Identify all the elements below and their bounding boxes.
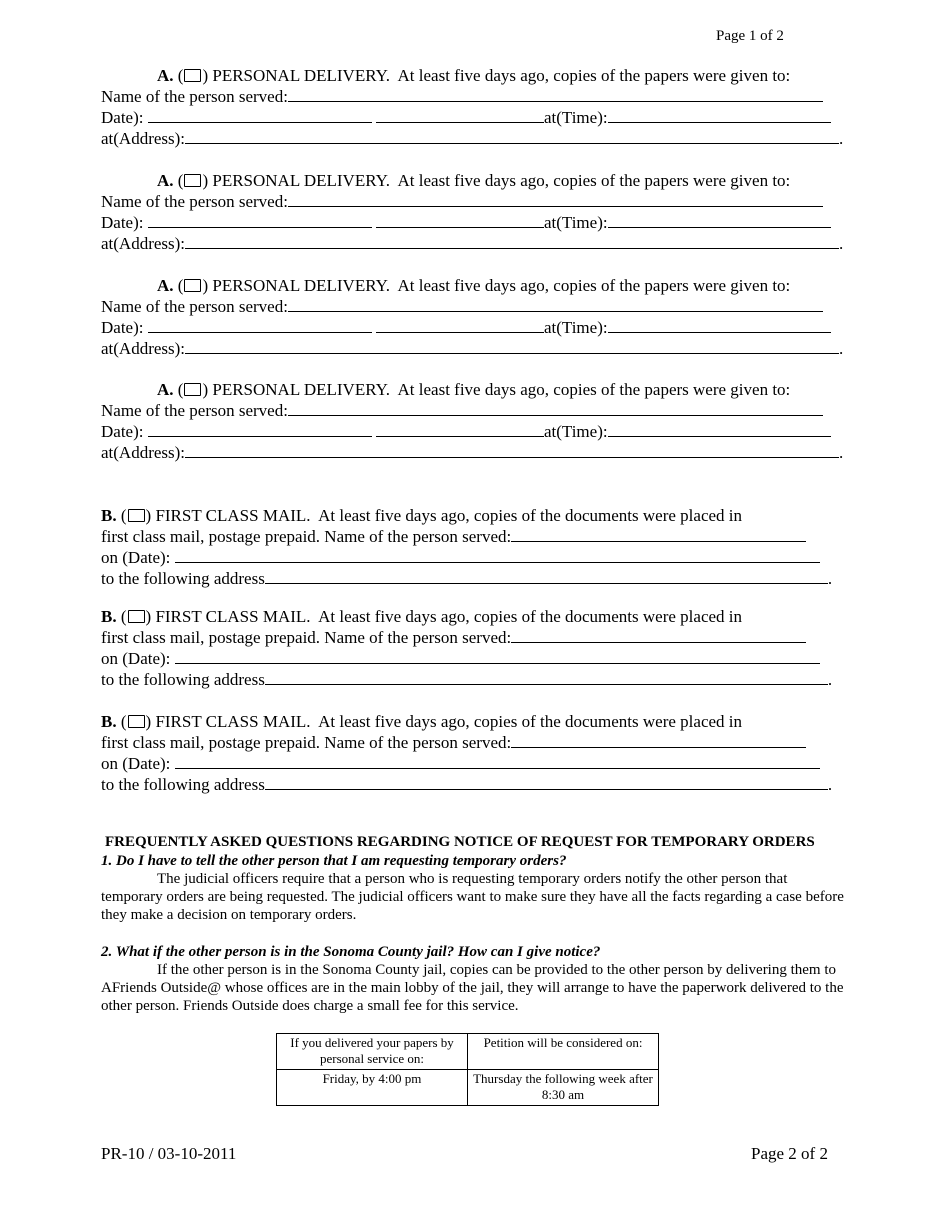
- first-class-mail-checkbox[interactable]: [128, 509, 145, 522]
- date-label: Date):: [101, 108, 144, 127]
- section-label: B.: [101, 607, 117, 626]
- section-title: PERSONAL DELIVERY.: [212, 276, 390, 295]
- faq-question: 2. What if the other person is in the Sonoma County jail? How can I give notice?: [101, 944, 601, 960]
- first-class-mail-section: B. ( ) FIRST CLASS MAIL. At least five days ago, copies of the documents were placed in first class mail, postage prepaid. Name of the person served: on (Date): to the following address .: [101, 712, 833, 794]
- address-field[interactable]: [265, 774, 828, 790]
- section-title: PERSONAL DELIVERY.: [212, 66, 390, 85]
- schedule-table: [276, 1033, 659, 1106]
- name-label: Name of the person served:: [101, 401, 288, 420]
- time-label: at(Time):: [543, 422, 608, 441]
- table-row: [277, 1070, 659, 1106]
- name-label: Name of the person served:: [101, 192, 288, 211]
- section-label: B.: [101, 712, 117, 731]
- faq-item-2: [101, 943, 846, 1015]
- date-label: Date):: [101, 213, 144, 232]
- section-sentence: At least five days ago, copies of the papers were given to:: [397, 380, 791, 399]
- time-field[interactable]: [608, 212, 831, 228]
- section-sentence: At least five days ago, copies of the papers were given to:: [397, 276, 791, 295]
- first-class-mail-section: B. ( ) FIRST CLASS MAIL. At least five days ago, copies of the documents were placed in first class mail, postage prepaid. Name of the person served: on (Date): to the following address .: [101, 607, 833, 689]
- section-sentence: At least five days ago, copies of the papers were given to:: [397, 66, 791, 85]
- name-label: first class mail, postage prepaid. Name of the person served:: [101, 527, 512, 546]
- date-label: on (Date):: [101, 754, 171, 773]
- name-field[interactable]: [288, 86, 823, 102]
- address-label: to the following address: [101, 569, 265, 588]
- personal-delivery-checkbox[interactable]: [184, 69, 201, 82]
- name-label: first class mail, postage prepaid. Name of the person served:: [101, 628, 512, 647]
- date-field[interactable]: [175, 547, 820, 563]
- section-sentence: At least five days ago, copies of the papers were given to:: [397, 171, 791, 190]
- date-extra-field[interactable]: [376, 107, 544, 123]
- address-field[interactable]: [185, 338, 839, 354]
- address-label: at(Address):: [101, 234, 186, 253]
- section-label: A.: [157, 276, 174, 295]
- section-title: FIRST CLASS MAIL.: [155, 506, 311, 525]
- name-label: first class mail, postage prepaid. Name of the person served:: [101, 733, 512, 752]
- personal-delivery-section: A. ( ) PERSONAL DELIVERY. At least five days ago, copies of the papers were given to: Name of the person served: Date): at(Time): at(Address): .: [101, 66, 844, 148]
- section-title: PERSONAL DELIVERY.: [212, 171, 390, 190]
- section-label: A.: [157, 66, 174, 85]
- time-field[interactable]: [608, 421, 831, 437]
- date-field[interactable]: [148, 317, 372, 333]
- table-header-cell: If you delivered your papers by personal service on:: [277, 1034, 468, 1070]
- address-field[interactable]: [185, 442, 839, 458]
- personal-delivery-section: A. ( ) PERSONAL DELIVERY. At least five days ago, copies of the papers were given to: Name of the person served: Date): at(Time): at(Address): .: [101, 276, 844, 358]
- address-label: to the following address: [101, 670, 265, 689]
- faq-answer: If the other person is in the Sonoma County jail, copies can be provided to the other person by delivering them to AFriends Outside@ whose offices are in the main lobby of the jail, they will arrange to have the paperwork delivered to the other person. Friends Outside does charge a small fee for this service.: [101, 962, 844, 1014]
- date-extra-field[interactable]: [376, 317, 544, 333]
- section-title: FIRST CLASS MAIL.: [155, 607, 311, 626]
- section-title: PERSONAL DELIVERY.: [212, 380, 390, 399]
- date-label: Date):: [101, 318, 144, 337]
- faq-item-1: [101, 852, 846, 924]
- date-field[interactable]: [148, 212, 372, 228]
- section-label: A.: [157, 380, 174, 399]
- time-label: at(Time):: [543, 213, 608, 232]
- table-header-cell: Petition will be considered on:: [468, 1034, 659, 1070]
- table-cell: Friday, by 4:00 pm: [277, 1070, 468, 1106]
- name-field[interactable]: [288, 296, 823, 312]
- page-number-bottom: Page 2 of 2: [751, 1144, 828, 1163]
- first-class-mail-section: B. ( ) FIRST CLASS MAIL. At least five days ago, copies of the documents were placed in first class mail, postage prepaid. Name of the person served: on (Date): to the following address .: [101, 506, 833, 588]
- first-class-mail-checkbox[interactable]: [128, 715, 145, 728]
- address-label: at(Address):: [101, 443, 186, 462]
- date-label: on (Date):: [101, 548, 171, 567]
- faq-question: 1. Do I have to tell the other person that I am requesting temporary orders?: [101, 853, 567, 869]
- personal-delivery-section: A. ( ) PERSONAL DELIVERY. At least five days ago, copies of the papers were given to: Name of the person served: Date): at(Time): at(Address): .: [101, 380, 844, 462]
- name-field[interactable]: [511, 732, 806, 748]
- form-id: PR-10 / 03-10-2011: [101, 1144, 237, 1163]
- section-label: A.: [157, 171, 174, 190]
- name-field[interactable]: [288, 191, 823, 207]
- date-field[interactable]: [175, 648, 820, 664]
- first-class-mail-checkbox[interactable]: [128, 610, 145, 623]
- faq-heading: FREQUENTLY ASKED QUESTIONS REGARDING NOTICE OF REQUEST FOR TEMPORARY ORDERS: [105, 834, 815, 850]
- date-field[interactable]: [148, 421, 372, 437]
- name-field[interactable]: [511, 526, 806, 542]
- date-extra-field[interactable]: [376, 212, 544, 228]
- date-field[interactable]: [175, 753, 820, 769]
- faq-answer: The judicial officers require that a person who is requesting temporary orders notify the other person that temporary orders are being requested. The judicial officers want to make sure they have all the facts regarding a case before they make a decision on temporary orders.: [101, 871, 844, 923]
- name-label: Name of the person served:: [101, 87, 288, 106]
- personal-delivery-checkbox[interactable]: [184, 383, 201, 396]
- address-field[interactable]: [185, 128, 839, 144]
- personal-delivery-checkbox[interactable]: [184, 279, 201, 292]
- section-sentence: At least five days ago, copies of the documents were placed in: [318, 506, 743, 525]
- table-header-row: [277, 1034, 659, 1070]
- table-cell: Thursday the following week after 8:30 am: [468, 1070, 659, 1106]
- date-label: on (Date):: [101, 649, 171, 668]
- personal-delivery-checkbox[interactable]: [184, 174, 201, 187]
- address-field[interactable]: [265, 669, 828, 685]
- address-label: at(Address):: [101, 339, 186, 358]
- address-field[interactable]: [265, 568, 828, 584]
- name-field[interactable]: [511, 627, 806, 643]
- section-label: B.: [101, 506, 117, 525]
- date-extra-field[interactable]: [376, 421, 544, 437]
- section-title: FIRST CLASS MAIL.: [155, 712, 311, 731]
- time-field[interactable]: [608, 107, 831, 123]
- section-sentence: At least five days ago, copies of the documents were placed in: [318, 607, 743, 626]
- page-number-top: Page 1 of 2: [716, 28, 784, 44]
- time-label: at(Time):: [543, 108, 608, 127]
- address-field[interactable]: [185, 233, 839, 249]
- address-label: to the following address: [101, 775, 265, 794]
- date-label: Date):: [101, 422, 144, 441]
- name-label: Name of the person served:: [101, 297, 288, 316]
- date-field[interactable]: [148, 107, 372, 123]
- personal-delivery-section: A. ( ) PERSONAL DELIVERY. At least five days ago, copies of the papers were given to: Name of the person served: Date): at(Time): at(Address): .: [101, 171, 844, 253]
- address-label: at(Address):: [101, 129, 186, 148]
- name-field[interactable]: [288, 400, 823, 416]
- time-label: at(Time):: [543, 318, 608, 337]
- time-field[interactable]: [608, 317, 831, 333]
- section-sentence: At least five days ago, copies of the documents were placed in: [318, 712, 743, 731]
